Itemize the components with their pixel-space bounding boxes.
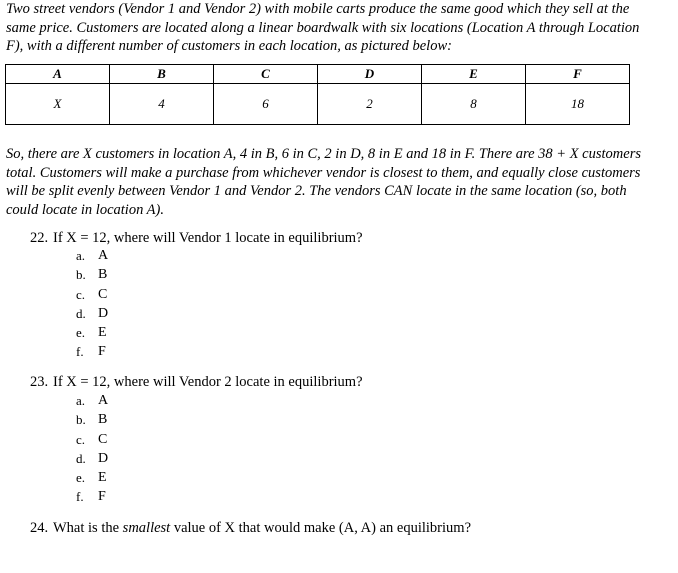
option-a[interactable]: a. A bbox=[76, 393, 109, 408]
question-text-after: value of X that would make (A, A) an equilibrium? bbox=[170, 520, 472, 536]
question-text-before: What is the bbox=[53, 520, 123, 536]
explanation-paragraph: So, there are X customers in location A, 4 in B, 6 in C, 2 in D, 8 in E and 18 in F. There are 38 + X customers total. Customers will make a purchase from whichever vendor is closest to them, and equally close customers will be split evenly between Vendor 1 and Vendor 2. The vendors CAN locate in the same location (so, both could locate in location A). bbox=[6, 146, 641, 218]
option-f[interactable]: f. F bbox=[76, 489, 106, 505]
question-22 bbox=[30, 229, 363, 247]
location-header-b: B bbox=[110, 65, 214, 84]
question-text-emphasis: smallest bbox=[122, 520, 171, 536]
location-header-c: C bbox=[214, 65, 318, 84]
question-text: If X = 12, where will Vendor 2 locate in equilibrium? bbox=[53, 374, 363, 390]
customer-count-d: 2 bbox=[318, 84, 422, 125]
intro-paragraph: Two street vendors (Vendor 1 and Vendor 2) with mobile carts produce the same good which they sell at the same price. Customers are located along a linear boardwalk with six locations (Location A through Location F), with a different number of customers in each location, as pictured below: bbox=[6, 1, 640, 54]
option-b[interactable]: b. B bbox=[76, 267, 108, 283]
customer-count-f: 18 bbox=[526, 84, 630, 125]
question-number: 24. bbox=[30, 520, 49, 536]
question-number: 23. bbox=[30, 374, 49, 390]
location-table bbox=[5, 64, 630, 125]
question-23 bbox=[30, 373, 363, 391]
option-b[interactable]: b. B bbox=[76, 412, 108, 428]
location-header-row bbox=[6, 65, 630, 84]
customer-count-e: 8 bbox=[422, 84, 526, 125]
question-22-options bbox=[76, 246, 108, 362]
option-e[interactable]: e. E bbox=[76, 325, 107, 341]
option-c[interactable]: c. C bbox=[76, 286, 108, 302]
option-d[interactable]: d. D bbox=[76, 450, 109, 466]
question-number: 22. bbox=[30, 230, 49, 246]
option-e[interactable]: e. E bbox=[76, 470, 107, 486]
question-24 bbox=[30, 519, 471, 537]
location-header-a: A bbox=[6, 65, 110, 84]
location-header-d: D bbox=[318, 65, 422, 84]
customer-count-row bbox=[6, 84, 630, 125]
location-header-f: F bbox=[526, 65, 630, 84]
option-d[interactable]: d. D bbox=[76, 305, 109, 321]
customer-count-c: 6 bbox=[214, 84, 318, 125]
customer-count-a: X bbox=[6, 84, 110, 125]
option-a[interactable]: a. A bbox=[76, 248, 109, 263]
option-f[interactable]: f. F bbox=[76, 344, 106, 360]
question-23-options bbox=[76, 391, 108, 507]
customer-count-b: 4 bbox=[110, 84, 214, 125]
location-header-e: E bbox=[422, 65, 526, 84]
option-c[interactable]: c. C bbox=[76, 431, 108, 447]
question-text: If X = 12, where will Vendor 1 locate in equilibrium? bbox=[53, 230, 363, 246]
